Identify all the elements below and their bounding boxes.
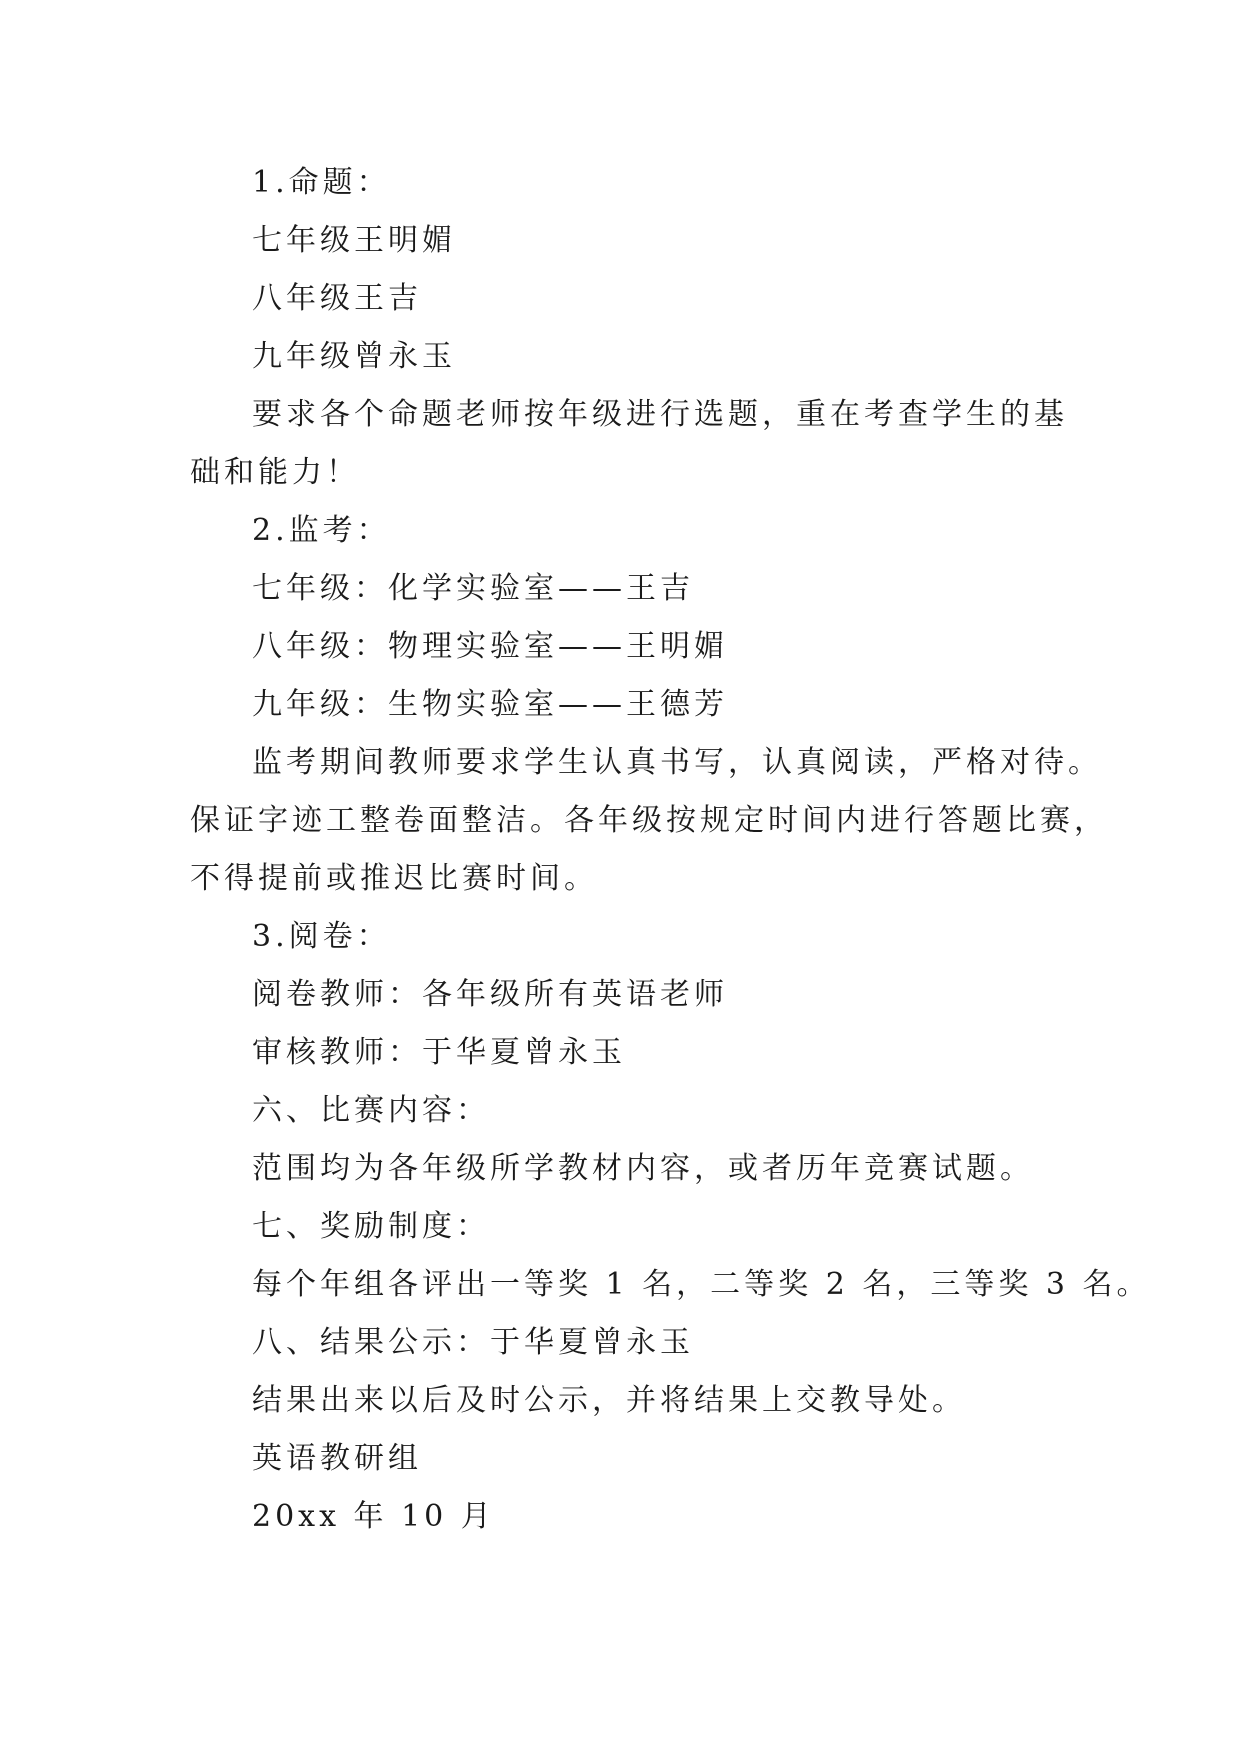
proposition-grade7: 七年级王明媚	[252, 223, 456, 258]
section-heading-proposition: 1.命题：	[252, 165, 391, 200]
signature-group: 英语教研组	[252, 1441, 422, 1476]
awards-detail: 每个年组各评出一等奖 1 名，二等奖 2 名，三等奖 3 名。	[252, 1267, 1151, 1302]
signature-date: 20xx 年 10 月	[252, 1499, 495, 1534]
review-teachers: 审核教师：于华夏曾永玉	[252, 1035, 626, 1070]
proposition-requirement-cont: 础和能力！	[190, 455, 360, 490]
proposition-requirement: 要求各个命题老师按年级进行选题，重在考查学生的基	[252, 397, 1068, 432]
content-scope: 范围均为各年级所学教材内容，或者历年竞赛试题。	[252, 1151, 1034, 1186]
invigilation-requirement-cont2: 不得提前或推迟比赛时间。	[190, 861, 598, 896]
section-heading-awards: 七、奖励制度：	[252, 1209, 490, 1244]
invigilation-requirement-cont1: 保证字迹工整卷面整洁。各年级按规定时间内进行答题比赛，	[190, 803, 1108, 838]
section-heading-results: 八、结果公示：于华夏曾永玉	[252, 1325, 694, 1360]
invigilation-grade7: 七年级：化学实验室——王吉	[252, 571, 694, 606]
proposition-grade9: 九年级曾永玉	[252, 339, 456, 374]
marking-teachers: 阅卷教师：各年级所有英语老师	[252, 977, 728, 1012]
document-body	[190, 154, 1151, 1546]
section-heading-content: 六、比赛内容：	[252, 1093, 490, 1128]
invigilation-grade9: 九年级：生物实验室——王德芳	[252, 687, 728, 722]
invigilation-requirement: 监考期间教师要求学生认真书写，认真阅读，严格对待。	[252, 745, 1102, 780]
proposition-grade8: 八年级王吉	[252, 281, 422, 316]
section-heading-marking: 3.阅卷：	[252, 919, 391, 954]
section-heading-invigilation: 2.监考：	[252, 513, 391, 548]
results-detail: 结果出来以后及时公示，并将结果上交教导处。	[252, 1383, 966, 1418]
invigilation-grade8: 八年级：物理实验室——王明媚	[252, 629, 728, 664]
